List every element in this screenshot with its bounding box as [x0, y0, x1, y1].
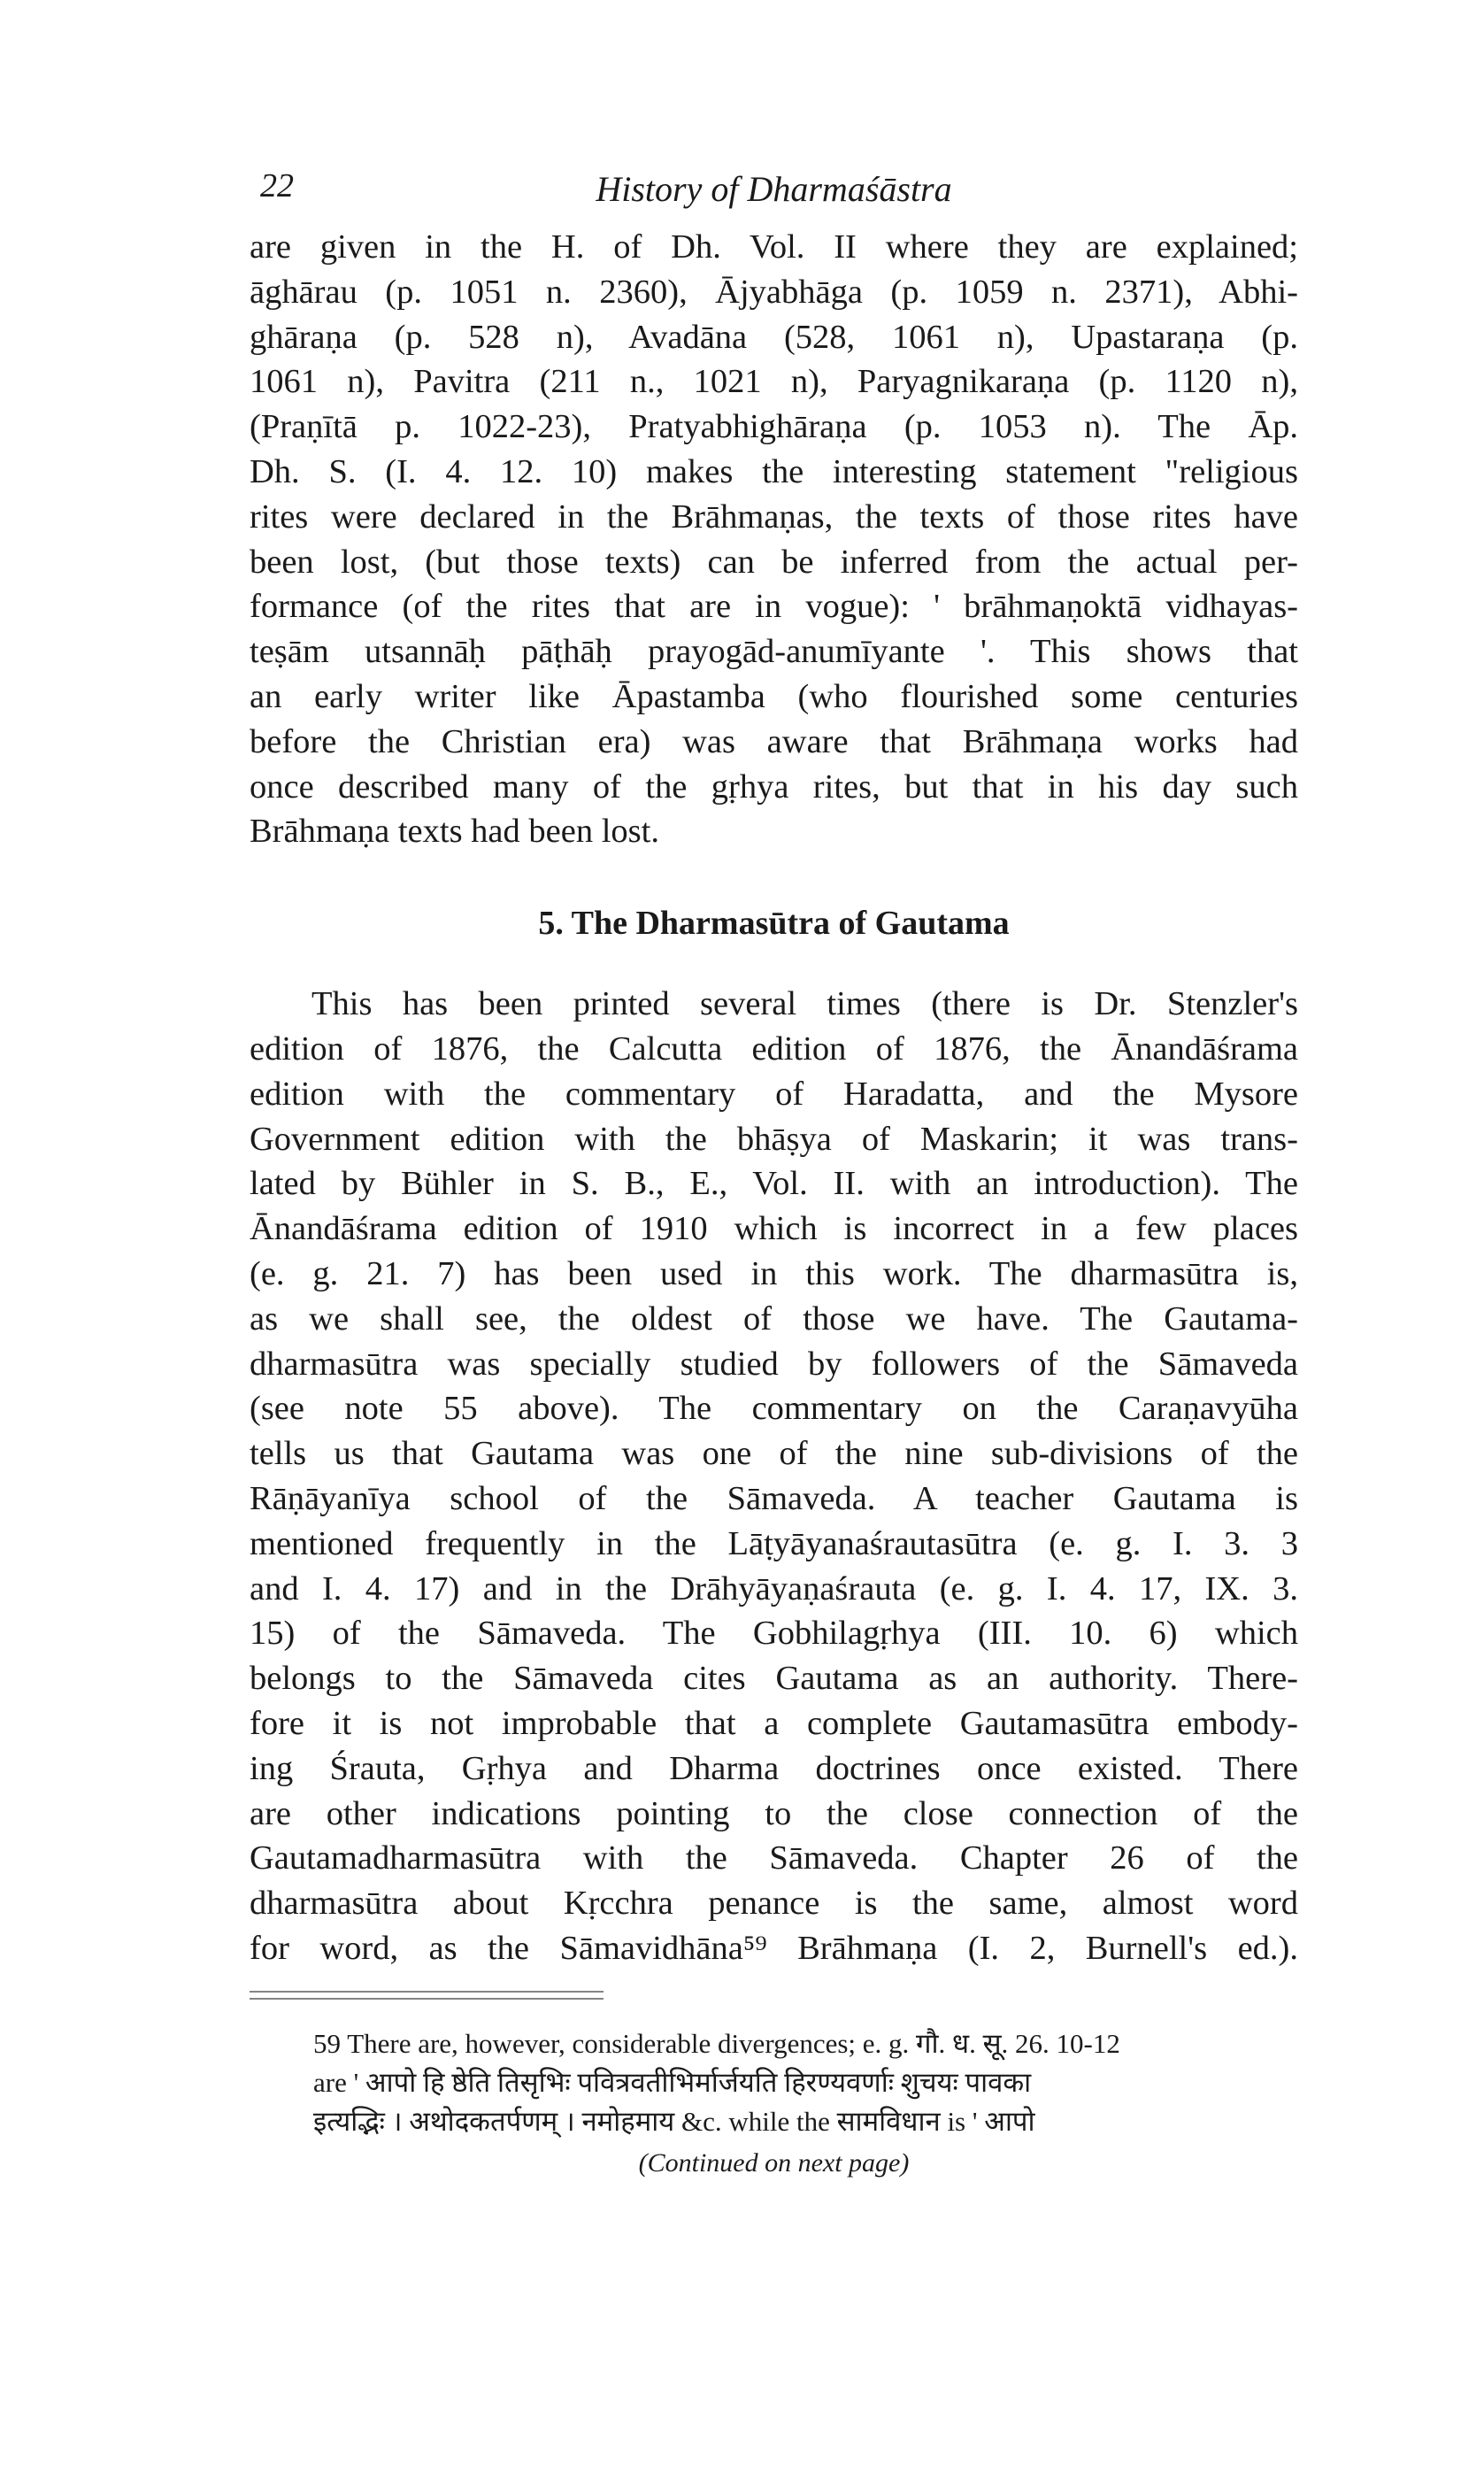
- text-line: formance (of the rites that are in vogue): ' brāhmaṇoktā vidhayas-: [250, 588, 1298, 626]
- text-line: (Praṇītā p. 1022-23), Pratyabhighāraṇa (p. 1053 n). The Āp.: [250, 408, 1298, 446]
- footnote-59: [250, 2024, 1298, 2141]
- text-line: fore it is not improbable that a complete Gautamasūtra embody-: [250, 1704, 1298, 1742]
- text-line: Government edition with the bhāṣya of Maskarin; it was trans-: [250, 1120, 1298, 1158]
- text-line: This has been printed several times (there is Dr. Stenzler's: [311, 985, 1298, 1023]
- footnote-line: are ' आपो हि ष्ठेति तिसृभिः पवित्रवतीभिर्मार्जयति हिरण्यवर्णाः शुचयः पावका: [313, 2066, 1032, 2098]
- text-line: edition of 1876, the Calcutta edition of 1876, the Ānandāśrama: [250, 1029, 1298, 1068]
- footnote-line: 59 There are, however, considerable divergences; e. g. गौ. ध. सू. 26. 10-12: [313, 2027, 1120, 2059]
- text-line: tells us that Gautama was one of the nine sub-divisions of the: [250, 1435, 1298, 1473]
- text-line: and I. 4. 17) and in the Drāhyāyaṇaśrauta (e. g. I. 4. 17, IX. 3.: [250, 1569, 1298, 1607]
- text-line: Brāhmaṇa texts had been lost.: [250, 813, 659, 851]
- text-line: (e. g. 21. 7) has been used in this work. The dharmasūtra is,: [250, 1254, 1298, 1292]
- text-line: ing Śrauta, Gṛhya and Dharma doctrines once existed. There: [250, 1749, 1298, 1787]
- text-line: as we shall see, the oldest of those we have. The Gautama-: [250, 1299, 1298, 1338]
- text-line: Rāṇāyanīya school of the Sāmaveda. A teacher Gautama is: [250, 1479, 1298, 1517]
- text-line: dharmasūtra was specially studied by followers of the Sāmaveda: [250, 1345, 1298, 1383]
- text-line: ghāraṇa (p. 528 n), Avadāna (528, 1061 n), Upastaraṇa (p.: [250, 318, 1298, 356]
- footnote-line: इत्यद्भिः । अथोदकतर्पणम् । नमोहमाय &c. while the सामविधान is ' आपो: [313, 2105, 1035, 2137]
- text-line: Ānandāśrama edition of 1910 which is incorrect in a few places: [250, 1210, 1298, 1248]
- text-line: teṣām utsannāḥ pāṭhāḥ prayogād-anumīyante '. This shows that: [250, 633, 1298, 671]
- text-line: edition with the commentary of Haradatta, and the Mysore: [250, 1075, 1298, 1113]
- text-line: before the Christian era) was aware that Brāhmaṇa works had: [250, 722, 1298, 760]
- text-line: lated by Bühler in S. B., E., Vol. II. with an introduction). The: [250, 1165, 1298, 1203]
- text-line: mentioned frequently in the Lāṭyāyanaśrautasūtra (e. g. I. 3. 3: [250, 1524, 1298, 1562]
- text-line: once described many of the gṛhya rites, but that in his day such: [250, 767, 1298, 806]
- text-line: an early writer like Āpastamba (who flourished some centuries: [250, 677, 1298, 715]
- paragraph-2: [250, 982, 1298, 1971]
- continued-note: (Continued on next page): [638, 2147, 910, 2178]
- text-line: belongs to the Sāmaveda cites Gautama as an authority. There-: [250, 1660, 1298, 1698]
- text-line: Dh. S. (I. 4. 12. 10) makes the interesting statement "religious: [250, 452, 1298, 490]
- text-line: āghārau (p. 1051 n. 2360), Ājyabhāga (p. 1059 n. 2371), Abhi-: [250, 273, 1298, 311]
- page-number: 22: [260, 167, 294, 204]
- section-heading: 5. The Dharmasūtra of Gautama: [538, 905, 1010, 943]
- text-line: 15) of the Sāmaveda. The Gobhilagṛhya (III. 10. 6) which: [250, 1615, 1298, 1653]
- text-line: 1061 n), Pavitra (211 n., 1021 n), Paryagnikaraṇa (p. 1120 n),: [250, 363, 1298, 401]
- document-page: [250, 142, 1298, 2178]
- paragraph-1: [250, 225, 1298, 854]
- text-line: are other indications pointing to the close connection of the: [250, 1794, 1298, 1832]
- page-header: [250, 142, 1298, 209]
- text-line: (see note 55 above). The commentary on the Caraṇavyūha: [250, 1390, 1298, 1428]
- text-line: rites were declared in the Brāhmaṇas, the texts of those rites have: [250, 497, 1298, 536]
- text-line: are given in the H. of Dh. Vol. II where they are explained;: [250, 228, 1298, 266]
- text-line: for word, as the Sāmavidhāna⁵⁹ Brāhmaṇa (I. 2, Burnell's ed.).: [250, 1929, 1298, 1967]
- text-line: Gautamadharmasūtra with the Sāmaveda. Chapter 26 of the: [250, 1839, 1298, 1877]
- running-title: History of Dharmaśāstra: [596, 169, 952, 209]
- footnote-separator: [250, 1991, 604, 2000]
- text-line: been lost, (but those texts) can be inferred from the actual per-: [250, 543, 1298, 581]
- text-line: dharmasūtra about Kṛcchra penance is the same, almost word: [250, 1885, 1298, 1923]
